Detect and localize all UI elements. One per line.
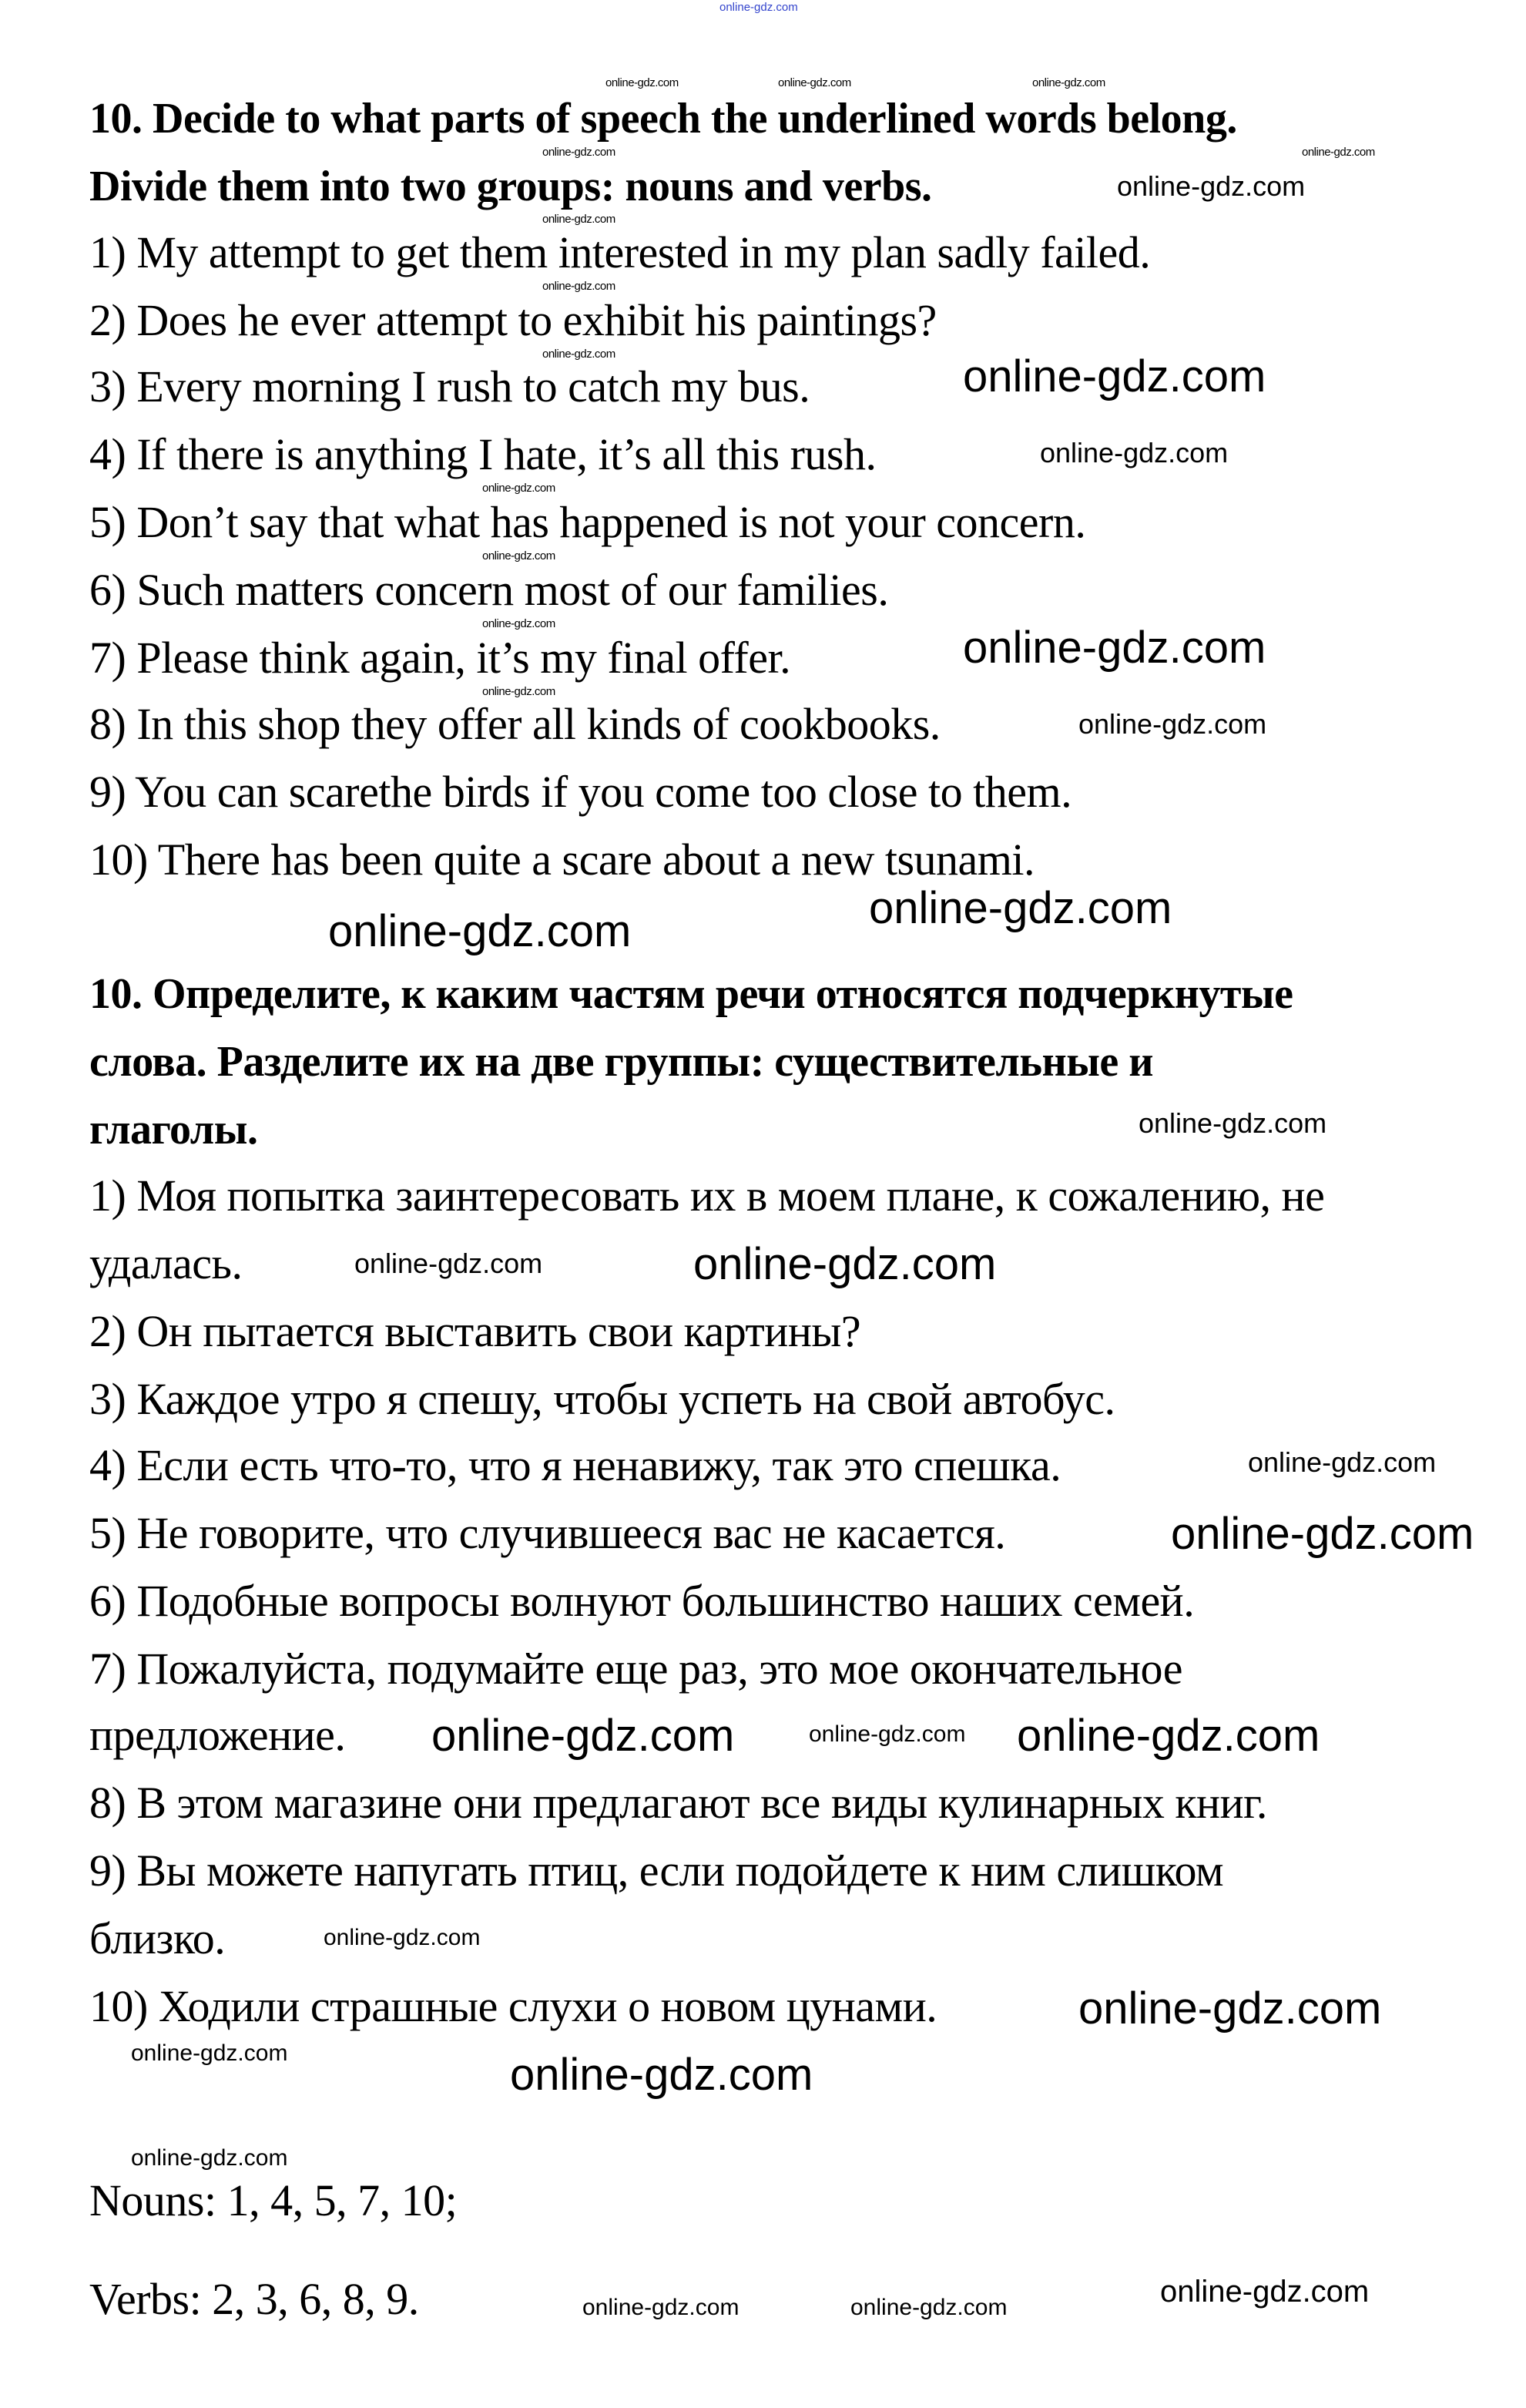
watermark: online-gdz.com xyxy=(1078,708,1267,740)
list-item: 8) In this shop they offer all kinds of cookbooks. xyxy=(89,699,941,749)
top-watermark: online-gdz.com xyxy=(719,1,798,14)
list-item: 3) Каждое утро я спешу, чтобы успеть на свой автобус. xyxy=(89,1374,1115,1424)
list-item: 5) Не говорите, что случившееся вас не касается. xyxy=(89,1508,1006,1558)
watermark: online-gdz.com xyxy=(582,2295,740,2320)
watermark: online-gdz.com xyxy=(510,2050,813,2100)
list-item: 1) My attempt to get them interested in my plan sadly failed. xyxy=(89,227,1151,277)
task-heading-line-2: слова. Разделите их на две группы: существительные и xyxy=(89,1038,1154,1086)
watermark: online-gdz.com xyxy=(431,1711,735,1761)
watermark: online-gdz.com xyxy=(809,1721,966,1747)
watermark: online-gdz.com xyxy=(482,549,555,563)
watermark: online-gdz.com xyxy=(482,685,555,698)
list-item: 7) Пожалуйста, подумайте еще раз, это мое окончательное xyxy=(89,1644,1182,1694)
task-heading-line-1: 10. Определите, к каким частям речи относятся подчеркнутые xyxy=(89,970,1293,1018)
watermark: online-gdz.com xyxy=(354,1248,543,1279)
watermark: online-gdz.com xyxy=(1040,437,1229,469)
watermark: online-gdz.com xyxy=(963,623,1266,673)
list-item: 8) В этом магазине они предлагают все виды кулинарных книг. xyxy=(89,1778,1267,1828)
task-heading-line-2: Divide them into two groups: nouns and verbs. xyxy=(89,163,932,210)
list-item: 5) Don’t say that what has happened is not your concern. xyxy=(89,497,1086,547)
watermark: online-gdz.com xyxy=(542,213,615,226)
watermark: online-gdz.com xyxy=(1032,76,1105,89)
watermark: online-gdz.com xyxy=(605,76,679,89)
watermark: online-gdz.com xyxy=(1171,1509,1474,1559)
watermark: online-gdz.com xyxy=(1248,1446,1437,1478)
list-item-continuation: предложение. xyxy=(89,1710,346,1760)
list-item: 2) Does he ever attempt to exhibit his paintings? xyxy=(89,295,937,345)
list-item: 1) Моя попытка заинтересовать их в моем плане, к сожалению, не xyxy=(89,1170,1325,1221)
list-item: 6) Подобные вопросы волнуют большинство наших семей. xyxy=(89,1576,1195,1626)
list-item: 9) Вы можете напугать птиц, если подойдете к ним слишком xyxy=(89,1845,1224,1896)
watermark: online-gdz.com xyxy=(482,617,555,630)
watermark: online-gdz.com xyxy=(1078,1983,1382,2034)
watermark: online-gdz.com xyxy=(482,482,555,495)
watermark: online-gdz.com xyxy=(324,1925,481,1950)
watermark: online-gdz.com xyxy=(1160,2275,1370,2309)
watermark: online-gdz.com xyxy=(1139,1107,1327,1139)
list-item: 9) You can scarethe birds if you come too close to them. xyxy=(89,767,1072,817)
watermark: online-gdz.com xyxy=(869,883,1172,933)
watermark: online-gdz.com xyxy=(850,2295,1008,2320)
answer-verbs: Verbs: 2, 3, 6, 8, 9. xyxy=(89,2274,419,2324)
list-item: 6) Such matters concern most of our families. xyxy=(89,565,889,615)
watermark: online-gdz.com xyxy=(542,280,615,293)
watermark: online-gdz.com xyxy=(1117,170,1306,202)
task-heading-line-1: 10. Decide to what parts of speech the underlined words belong. xyxy=(89,95,1237,143)
list-item-continuation: удалась. xyxy=(89,1238,243,1288)
list-item-continuation: близко. xyxy=(89,1913,226,1963)
list-item: 4) If there is anything I hate, it’s all this rush. xyxy=(89,429,877,479)
watermark: online-gdz.com xyxy=(778,76,851,89)
answer-nouns: Nouns: 1, 4, 5, 7, 10; xyxy=(89,2175,458,2225)
watermark: online-gdz.com xyxy=(1017,1711,1320,1761)
watermark: online-gdz.com xyxy=(963,351,1266,401)
watermark: online-gdz.com xyxy=(131,2040,288,2066)
watermark: online-gdz.com xyxy=(542,348,615,361)
watermark: online-gdz.com xyxy=(328,906,632,956)
task-heading-line-3: глаголы. xyxy=(89,1106,258,1154)
watermark: online-gdz.com xyxy=(1302,146,1375,159)
watermark: online-gdz.com xyxy=(693,1239,997,1289)
list-item: 7) Please think again, it’s my final offer. xyxy=(89,633,791,683)
list-item: 3) Every morning I rush to catch my bus. xyxy=(89,361,810,411)
list-item: 10) Ходили страшные слухи о новом цунами. xyxy=(89,1981,937,2031)
watermark: online-gdz.com xyxy=(131,2145,288,2171)
list-item: 4) Если есть что-то, что я ненавижу, так это спешка. xyxy=(89,1440,1061,1490)
watermark: online-gdz.com xyxy=(542,146,615,159)
list-item: 10) There has been quite a scare about a new tsunami. xyxy=(89,835,1035,885)
list-item: 2) Он пытается выставить свои картины? xyxy=(89,1306,861,1356)
